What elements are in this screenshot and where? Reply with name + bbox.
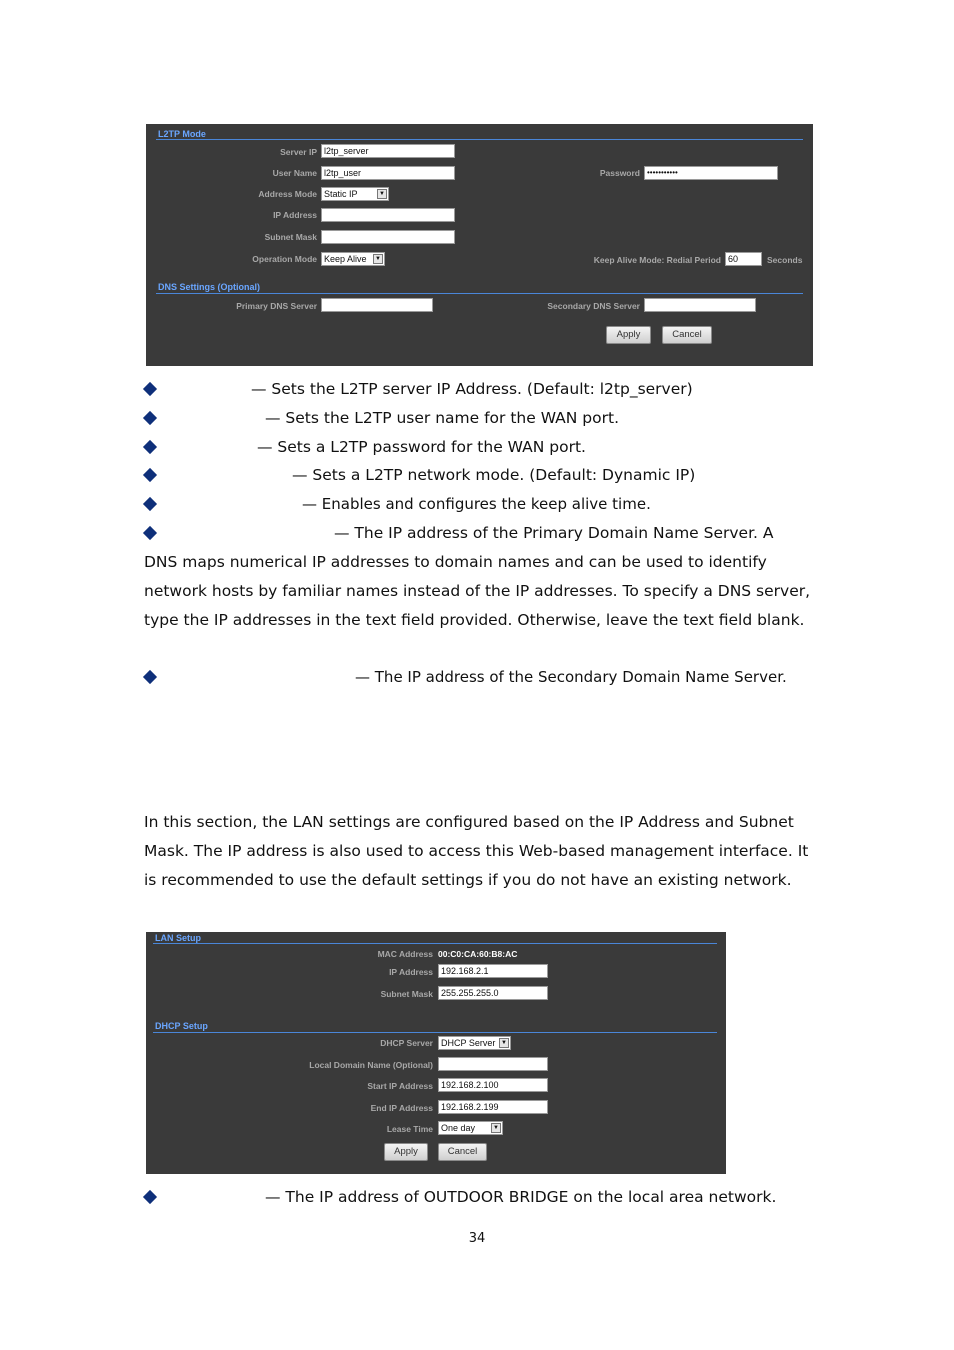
mac-address-label: MAC Address — [377, 949, 433, 959]
keep-alive-label: Keep Alive Mode: Redial Period — [593, 255, 721, 265]
bullet-diamond-icon — [143, 670, 157, 684]
local-domain-input[interactable] — [438, 1057, 548, 1071]
password-label: Password — [599, 168, 640, 178]
primary-dns-input[interactable] — [321, 298, 433, 312]
lan-panel — [146, 932, 726, 1174]
chevron-down-icon: ▼ — [377, 189, 387, 199]
l2tp-panel — [146, 124, 813, 366]
operation-mode-select[interactable] — [321, 252, 385, 266]
bullet-server-ip: — Sets the L2TP server IP Address. (Default: l2tp_server) — [251, 380, 693, 398]
lan-intro-paragraph: In this section, the LAN settings are configured based on the IP Address and Subnet Mask. The IP address is also used to access this Web-based management interface. It is recommended to use the default settings if you do not have an existing network. — [144, 813, 809, 889]
ip-address-label: IP Address — [273, 210, 317, 220]
lease-time-select[interactable] — [438, 1121, 503, 1135]
dhcp-server-value: DHCP Server — [441, 1038, 496, 1048]
subnet-mask-label: Subnet Mask — [264, 232, 317, 242]
secondary-dns-input[interactable] — [644, 298, 756, 312]
lan-ip-label: IP Address — [389, 967, 433, 977]
bullet-password: — Sets a L2TP password for the WAN port. — [257, 438, 586, 456]
chevron-down-icon: ▼ — [499, 1038, 509, 1048]
lan-cancel-button[interactable]: Cancel — [438, 1143, 487, 1161]
bullet-address-mode: — Sets a L2TP network mode. (Default: Dynamic IP) — [292, 466, 696, 484]
secondary-dns-label: Secondary DNS Server — [547, 301, 640, 311]
bullet-diamond-icon — [143, 497, 157, 511]
bullet-secondary-dns: — The IP address of the Secondary Domain Name Server. — [355, 668, 787, 686]
dns-section-title: DNS Settings (Optional) — [158, 282, 260, 292]
ip-address-input[interactable] — [321, 208, 455, 222]
lan-section-title: LAN Setup — [155, 933, 201, 943]
bullet-primary-dns: — The IP address of the Primary Domain Name Server. A — [334, 524, 774, 542]
server-ip-input[interactable]: l2tp_server — [321, 144, 455, 158]
end-ip-input[interactable]: 192.168.2.199 — [438, 1100, 548, 1114]
dhcp-server-label: DHCP Server — [380, 1038, 433, 1048]
primary-dns-label: Primary DNS Server — [236, 301, 317, 311]
lease-time-value: One day — [441, 1123, 476, 1133]
page-number: 34 — [468, 1231, 486, 1246]
local-domain-label: Local Domain Name (Optional) — [309, 1060, 433, 1070]
user-name-input[interactable]: l2tp_user — [321, 166, 455, 180]
bullet-diamond-icon — [143, 382, 157, 396]
lan-mask-label: Subnet Mask — [380, 989, 433, 999]
dhcp-section-title: DHCP Setup — [155, 1021, 208, 1031]
bullet-lan-ip: — The IP address of OUTDOOR BRIDGE on the local area network. — [265, 1188, 777, 1206]
dns-section-divider — [156, 293, 803, 294]
server-ip-label: Server IP — [280, 147, 317, 157]
subnet-mask-input[interactable] — [321, 230, 455, 244]
l2tp-section-divider — [156, 139, 803, 140]
end-ip-label: End IP Address — [370, 1103, 433, 1113]
address-mode-select[interactable] — [321, 187, 389, 201]
lan-mask-input[interactable]: 255.255.255.0 — [438, 986, 548, 1000]
password-input[interactable]: ••••••••••• — [644, 166, 778, 180]
l2tp-section-title: L2TP Mode — [158, 129, 206, 139]
apply-button[interactable]: Apply — [606, 326, 651, 344]
dns-paragraph: DNS maps numerical IP addresses to domain names and can be used to identify network hosts by familiar names instead of the IP addresses. To specify a DNS server, type the IP addresses in the text field provided. Otherwise, leave the text field blank. — [144, 553, 811, 629]
bullet-diamond-icon — [143, 411, 157, 425]
cancel-button[interactable]: Cancel — [662, 326, 712, 344]
mac-address-value: 00:C0:CA:60:B8:AC — [438, 949, 518, 959]
bullet-diamond-icon — [143, 526, 157, 540]
address-mode-value: Static IP — [324, 189, 358, 199]
lease-time-label: Lease Time — [386, 1124, 433, 1134]
bullet-keep-alive: — Enables and configures the keep alive time. — [302, 495, 651, 513]
user-name-label: User Name — [272, 168, 317, 178]
address-mode-label: Address Mode — [258, 189, 317, 199]
lan-ip-input[interactable]: 192.168.2.1 — [438, 964, 548, 978]
lan-section-divider — [153, 943, 717, 944]
seconds-label: Seconds — [767, 255, 803, 265]
lan-apply-button[interactable]: Apply — [384, 1143, 428, 1161]
dhcp-server-select[interactable] — [438, 1036, 511, 1050]
operation-mode-label: Operation Mode — [252, 254, 317, 264]
dhcp-section-divider — [153, 1032, 717, 1033]
chevron-down-icon: ▼ — [491, 1123, 501, 1133]
bullet-user-name: — Sets the L2TP user name for the WAN port. — [265, 409, 620, 427]
bullet-diamond-icon — [143, 468, 157, 482]
chevron-down-icon: ▼ — [373, 254, 383, 264]
operation-mode-value: Keep Alive — [324, 254, 367, 264]
bullet-diamond-icon — [143, 1190, 157, 1204]
start-ip-label: Start IP Address — [367, 1081, 433, 1091]
redial-period-input[interactable]: 60 — [725, 252, 762, 266]
start-ip-input[interactable]: 192.168.2.100 — [438, 1078, 548, 1092]
bullet-diamond-icon — [143, 440, 157, 454]
